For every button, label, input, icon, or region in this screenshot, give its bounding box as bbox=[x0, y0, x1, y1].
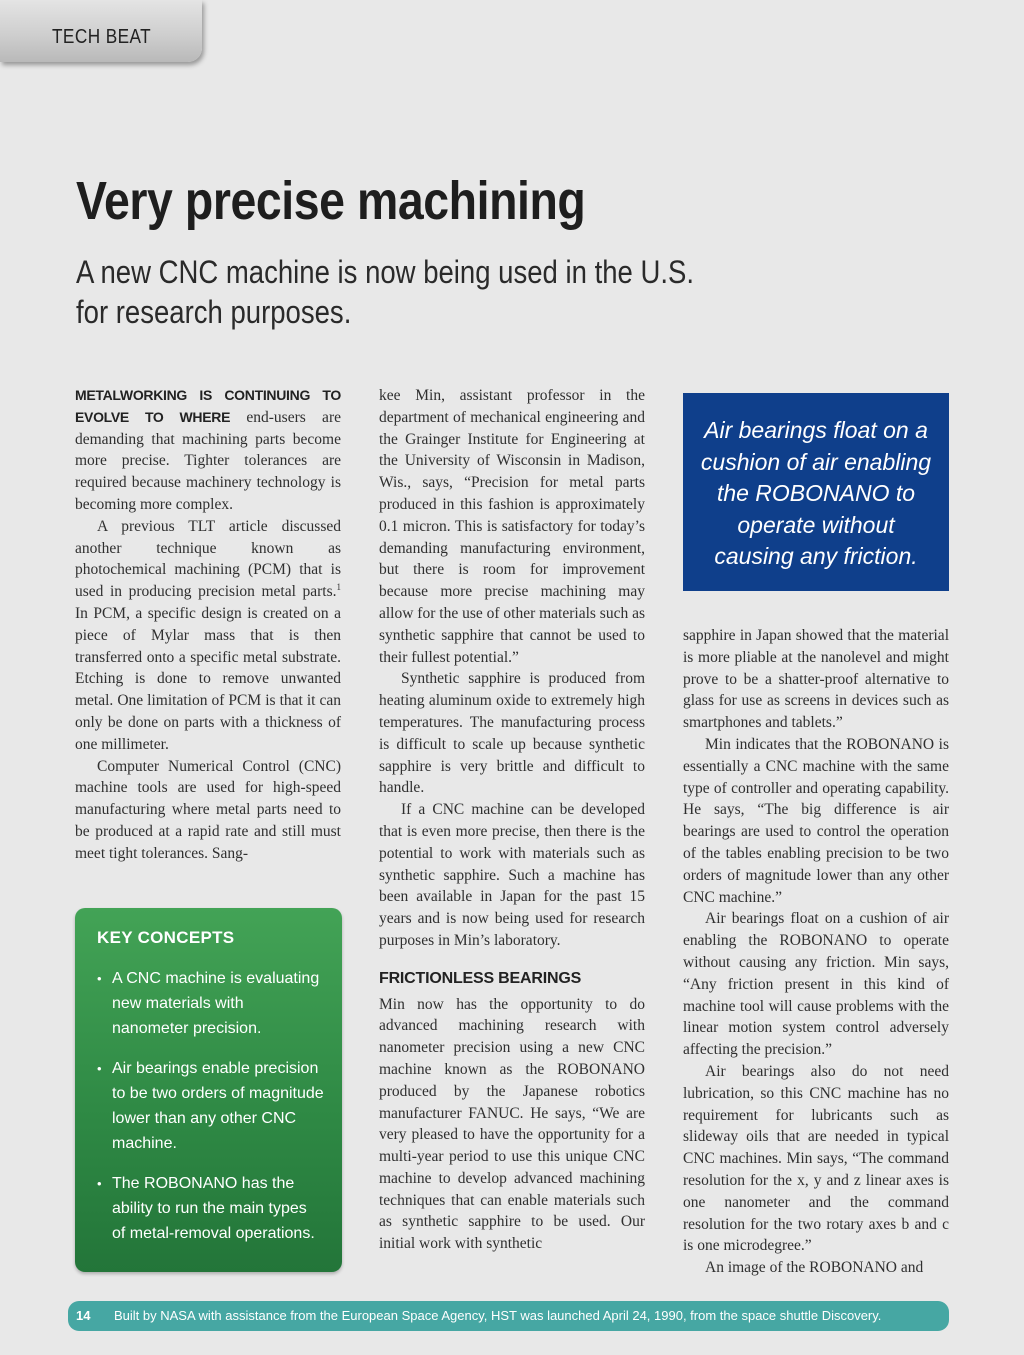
paragraph: Air bearings float on a cushion of air enabling the ROBONANO to operate without causing any friction. Min says, “Any friction present in this kind of machine tool will cause problems with the linear motion system control adversely affecting the precision.” bbox=[683, 910, 949, 1059]
paragraph: Min now has the opportunity to do advanced machining research with nanometer precision using a new CNC machine known as the ROBONANO produced by the Japanese robotics manufacturer FANUC. He says, “We are very pleased to have the opportunity for a multi-year period to use this unique CNC machine to develop advanced machining techniques that can enable materials such as synthetic sapphire to be used. Our initial work with synthetic bbox=[379, 995, 645, 1253]
key-concepts-box bbox=[75, 908, 342, 1272]
section-heading: FRICTIONLESS BEARINGS bbox=[379, 969, 582, 987]
paragraph: If a CNC machine can be developed that is even more precise, then there is the potential to work with materials such as synthetic sapphire. Such a machine has been available in Japan for the past 15 years and is now being used for research purposes in Min’s laboratory. bbox=[379, 801, 645, 949]
paragraph bbox=[75, 516, 341, 756]
paragraph: sapphire in Japan showed that the material is more pliable at the nanolevel and might prove to be a shatter-proof alternative to glass for use as screens in devices such as smartphones and tablets.” bbox=[683, 627, 949, 732]
paragraph: Air bearings also do not need lubrication, so this CNC machine has no requirement for lubricants such as slideway oils that are needed in typical CNC machines. Min says, “The command resolution for the x, y and z linear axes is one nanometer and the command resolution for the two rotary axes b and c is one microdegree.” bbox=[683, 1062, 949, 1255]
column-1 bbox=[75, 385, 341, 865]
section-tab-label: TECH BEAT bbox=[52, 26, 152, 48]
paragraph-text: end-users are demanding that machining parts become more precise. Tighter tolerances are required because machinery technology is becoming more complex. bbox=[75, 408, 341, 513]
paragraph-text: In PCM, a specific design is created on a piece of Mylar mass that is then transferred onto a specific metal substrate. Etching is done to remove unwanted metal. One limitation of PCM is that it can only be done on parts with a thickness of one millimeter. bbox=[75, 604, 341, 753]
lead-in: METALWORKING IS CONTINUING TO EVOLVE TO WHERE bbox=[75, 387, 341, 425]
paragraph: Computer Numerical Control (CNC) machine tools are used for high-speed manufacturing where metal parts need to be produced at a rapid rate and still must meet tight tolerances. Sang- bbox=[75, 757, 341, 862]
key-concepts-list bbox=[97, 966, 324, 1246]
pull-quote: Air bearings float on a cushion of air enabling the ROBONANO to operate without causing any friction. bbox=[683, 393, 949, 591]
paragraph-text: A previous TLT article discussed another technique known as photochemical machining (PCM) that is used in producing precision metal parts. bbox=[75, 517, 341, 601]
paragraph: kee Min, assistant professor in the department of mechanical engineering and the Grainger Institute for Engineering at the University of Wisconsin in Madison, Wis., says, “Precision for metal parts produced in this fashion is approximately 0.1 micron. This is satisfactory for today’s demanding manufacturing environment, but there is room for improvement because more precise machining may allow for the use of other materials such as synthetic sapphire that cannot be used to their fullest potential.” bbox=[379, 387, 645, 666]
paragraph: An image of the ROBONANO and bbox=[705, 1259, 924, 1277]
footnote-ref: 1 bbox=[336, 582, 341, 593]
key-concepts-title: KEY CONCEPTS bbox=[97, 928, 235, 947]
key-concept-item: • A CNC machine is evaluating new materials with nanometer precision. bbox=[97, 966, 324, 1041]
footer-text: Built by NASA with assistance from the European Space Agency, HST was launched April 24, 1990, from the space shuttle Discovery. bbox=[114, 1308, 882, 1323]
key-concept-item: • Air bearings enable precision to be two orders of magnitude lower than any other CNC machine. bbox=[97, 1056, 324, 1156]
paragraph: Synthetic sapphire is produced from heating aluminum oxide to extremely high temperatures. The manufacturing process is difficult to scale up because synthetic sapphire is very brittle and difficult to handle. bbox=[379, 670, 645, 797]
key-concept-item: • The ROBONANO has the ability to run the main types of metal-removal operations. bbox=[97, 1171, 324, 1246]
footer-bar bbox=[68, 1301, 949, 1331]
article-title: Very precise machining bbox=[76, 171, 586, 231]
page-number: 14 bbox=[76, 1308, 91, 1323]
section-tab bbox=[0, 0, 202, 62]
column-3 bbox=[683, 625, 949, 1279]
column-2 bbox=[379, 385, 645, 1255]
paragraph: Min indicates that the ROBONANO is essentially a CNC machine with the same type of controller and operating capability. He says, “The big difference is air bearings are used to control the operation of the tables enabling precision to be two orders of magnitude lower than any other CNC machine.” bbox=[683, 735, 949, 906]
paragraph bbox=[75, 385, 341, 516]
article-subtitle: A new CNC machine is now being used in the U.S. for research purposes. bbox=[76, 254, 694, 330]
